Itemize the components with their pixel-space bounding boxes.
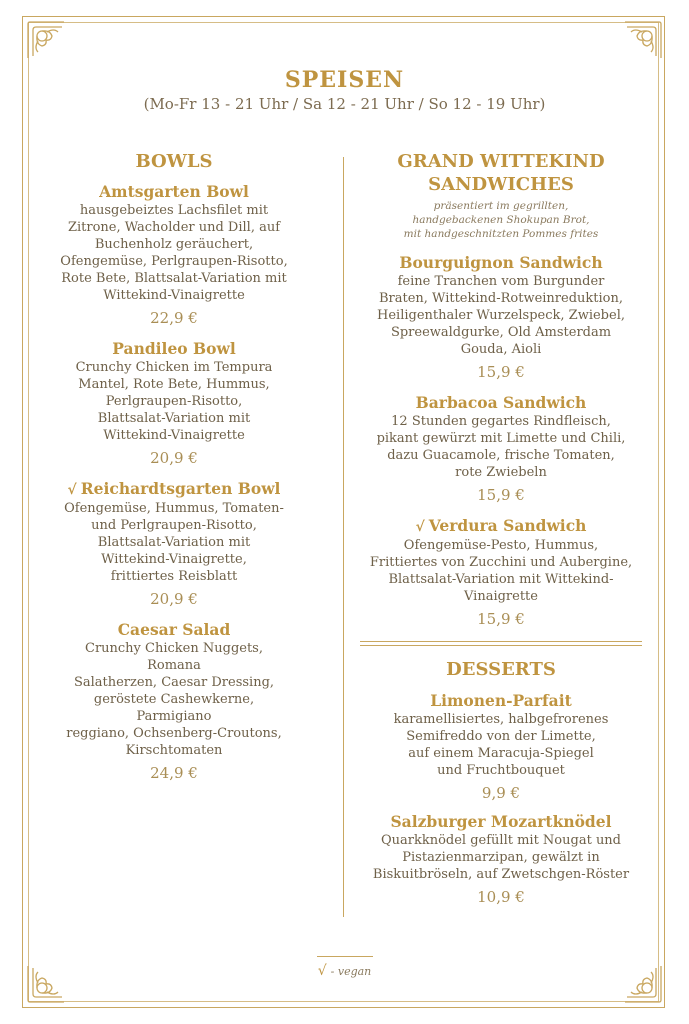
item-name: Bourguignon Sandwich [399,253,603,272]
footer-rule [317,956,373,957]
menu-item [360,393,642,505]
item-description: hausgebeiztes Lachsfilet mit Zitrone, Wacholder und Dill, auf Buchenholz geräuchert, Ofengemüse, Perlgraupen-Risotto, Rote Bete, Blattsalat-Variation mit Wittekind-Vinaigrette [60,203,288,303]
item-name: √ Reichardtsgarten Bowl [67,479,281,498]
item-description: Crunchy Chicken im Tempura Mantel, Rote Bete, Hummus, Perlgraupen-Risotto, Blattsalat-Variation mit Wittekind-Vinaigrette [75,360,273,443]
item-price: 9,9 € [481,784,521,802]
item-price: 10,9 € [477,888,525,906]
menu-item [360,253,642,382]
corner-ornament-icon [24,18,68,62]
item-description: Crunchy Chicken Nuggets, Romana Salatherzen, Caesar Dressing, geröstete Cashewkerne, Parmigiano reggiano, Ochsenberg-Croutons, Kirschtomaten [66,641,282,758]
item-name: Caesar Salad [117,620,231,639]
menu-item [58,620,290,783]
section-title-sandwiches: GRAND WITTEKIND SANDWICHES [397,151,605,195]
item-price: 15,9 € [477,610,525,628]
item-name: √ Verdura Sandwich [415,516,587,535]
item-price: 20,9 € [150,590,198,608]
menu-item [360,516,642,629]
section-title-desserts: DESSERTS [446,659,556,680]
section-subtitle: präsentiert im gegrillten, handgebackenen Shokupan Brot, mit handgeschnitzten Pommes frites [403,200,599,240]
item-price: 24,9 € [150,764,198,782]
menu-header [0,66,689,114]
item-name: Limonen-Parfait [430,691,572,710]
menu-item [360,691,642,803]
item-price: 15,9 € [477,486,525,504]
opening-hours: (Mo-Fr 13 - 21 Uhr / Sa 12 - 21 Uhr / So 12 - 19 Uhr) [143,95,546,113]
vegan-legend: √ - vegan [0,956,689,979]
item-description: Quarkknödel gefüllt mit Nougat und Pistazienmarzipan, gewälzt in Biskuitbröseln, auf Zwetschgen-Röster [372,833,630,882]
menu-item [58,479,290,609]
vegan-leaf-icon: √ [67,482,77,498]
column-divider [343,157,344,917]
item-price: 20,9 € [150,449,198,467]
sandwiches-section [360,150,642,907]
item-description: feine Tranchen vom Burgunder Braten, Wittekind-Rotweinreduktion, Heiligenthaler Wurzelspeck, Zwiebel, Spreewaldgurke, Old Amsterdam Gouda, Aioli [377,274,625,357]
item-description: Ofengemüse-Pesto, Hummus, Frittiertes von Zucchini und Aubergine, Blattsalat-Variation mit Wittekind- Vinaigrette [369,538,633,604]
bowls-section [58,150,290,783]
vegan-leaf-icon: √ [317,963,327,979]
vegan-leaf-icon: √ [415,519,425,535]
page-title: SPEISEN [284,67,405,93]
item-description: karamellisiertes, halbgefrorenes Semifreddo von der Limette, auf einem Maracuja-Spiegel und Fruchtbouquet [393,712,609,778]
item-name: Amtsgarten Bowl [99,182,249,201]
menu-item [58,182,290,328]
corner-ornament-icon [621,18,665,62]
item-description: 12 Stunden gegartes Rindfleisch, pikant gewürzt mit Limette und Chili, dazu Guacamole, frische Tomaten, rote Zwiebeln [376,414,626,480]
item-name: Barbacoa Sandwich [415,393,587,412]
section-title-bowls: BOWLS [135,151,213,172]
section-divider [360,641,642,646]
item-name: Pandileo Bowl [112,339,236,358]
item-price: 22,9 € [150,309,198,327]
menu-item [58,339,290,468]
item-description: Ofengemüse, Hummus, Tomaten- und Perlgraupen-Risotto, Blattsalat-Variation mit Wittekind-Vinaigrette, frittiertes Reisblatt [64,501,284,584]
item-price: 15,9 € [477,363,525,381]
menu-item [360,812,642,907]
item-name: Salzburger Mozartknödel [390,812,612,831]
